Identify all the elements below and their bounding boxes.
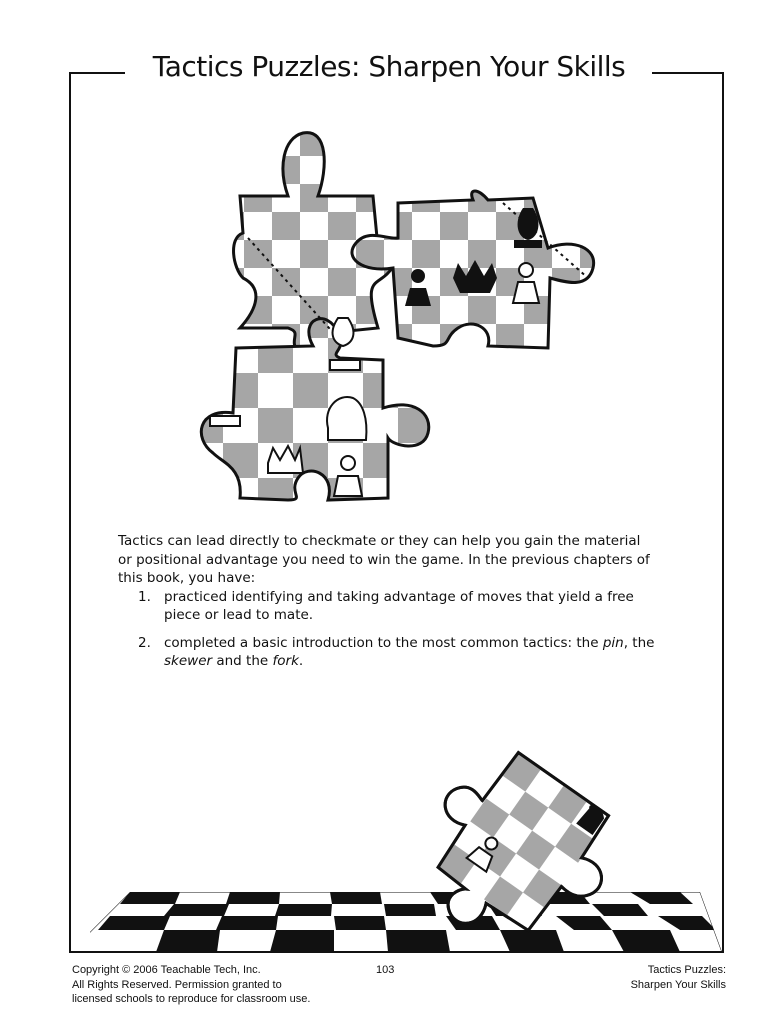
running-title-line: Sharpen Your Skills (630, 978, 726, 991)
copyright-line: Copyright © 2006 Teachable Tech, Inc. (72, 964, 261, 976)
puzzle-pieces-illustration (188, 128, 608, 508)
frame-top-left (69, 72, 125, 74)
body-text (118, 532, 658, 680)
frame-left (69, 72, 71, 952)
list-end: . (298, 653, 304, 669)
chessboard-illustration (90, 700, 730, 955)
list-text: practiced identifying and taking advantage of moves that yield a free piece or lead to mate. (164, 588, 634, 623)
list-sep: and the (212, 653, 273, 669)
frame-top-right (652, 72, 724, 74)
list-number: 1. (138, 588, 151, 605)
list-number: 2. (138, 634, 151, 651)
list-sep: , the (623, 634, 655, 651)
footer-copyright (72, 963, 372, 1007)
term-skewer: skewer (164, 653, 213, 669)
list-text: completed a basic introduction to the most common tactics: the (164, 634, 603, 651)
footer-running-title (560, 963, 726, 992)
term-fork: fork (272, 653, 299, 669)
intro-paragraph: Tactics can lead directly to checkmate or they can help you gain the material or positional advantage you need to win the game. In the previous chapters of this book, you have: (118, 533, 650, 586)
page-number: 103 (376, 964, 395, 976)
term-pin: pin (602, 634, 624, 651)
copyright-line: All Rights Reserved. Permission granted to (72, 978, 282, 991)
list-item (118, 588, 658, 625)
chess-knight-icon (327, 397, 366, 440)
page-title: Tactics Puzzles: Sharpen Your Skills (152, 50, 626, 83)
copyright-line: licensed schools to reproduce for classroom use. (72, 993, 311, 1005)
list-item (118, 634, 658, 671)
achievements-list (118, 588, 658, 671)
running-title-line: Tactics Puzzles: (647, 964, 726, 976)
